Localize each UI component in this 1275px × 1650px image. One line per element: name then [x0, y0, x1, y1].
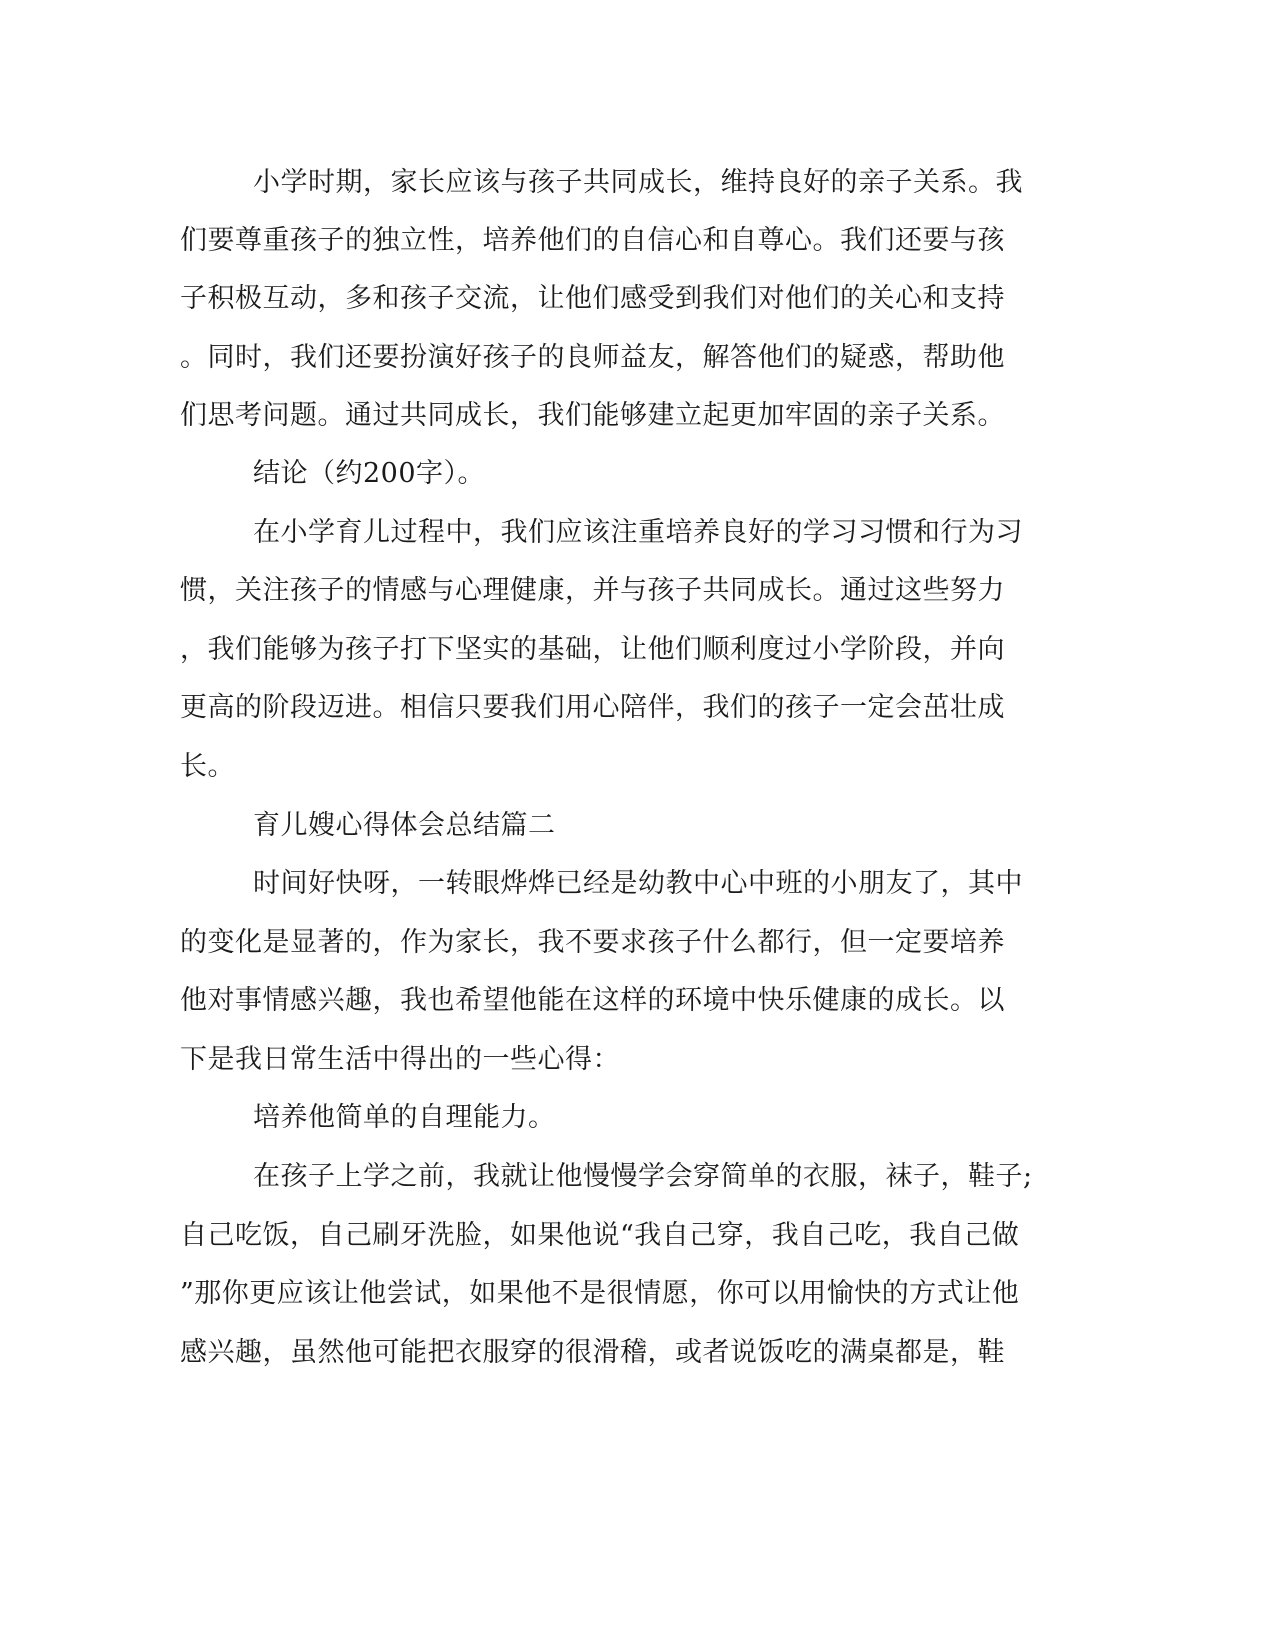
text-line: 的变化是显著的，作为家长，我不要求孩子什么都行，但一定要培养: [180, 927, 1005, 958]
text-line: 在小学育儿过程中，我们应该注重培养良好的学习习惯和行为习: [253, 517, 1023, 548]
section-heading: 育儿嫂心得体会总结篇二: [253, 810, 556, 841]
text-line: 自己吃饭，自己刷牙洗脸，如果他说“我自己穿，我自己吃，我自己做: [180, 1220, 1020, 1251]
text-line: ”那你更应该让他尝试，如果他不是很情愿，你可以用愉快的方式让他: [180, 1278, 1020, 1309]
text-line: 长。: [180, 751, 235, 782]
text-line: 时间好快呀，一转眼烨烨已经是幼教中心中班的小朋友了，其中: [253, 868, 1023, 899]
text-line: 下是我日常生活中得出的一些心得：: [180, 1044, 620, 1075]
text-line: ，我们能够为孩子打下坚实的基础，让他们顺利度过小学阶段，并向: [180, 634, 1005, 665]
text-line: 更高的阶段迈进。相信只要我们用心陪伴，我们的孩子一定会茁壮成: [180, 692, 1005, 723]
text-line: 惯，关注孩子的情感与心理健康，并与孩子共同成长。通过这些努力: [180, 575, 1005, 606]
section-heading: 结论（约200字）。: [253, 458, 486, 489]
text-line: 。同时，我们还要扮演好孩子的良师益友，解答他们的疑惑，帮助他: [180, 342, 1005, 373]
text-line: 们要尊重孩子的独立性，培养他们的自信心和自尊心。我们还要与孩: [180, 225, 1005, 256]
section-heading: 培养他简单的自理能力。: [253, 1102, 556, 1133]
text-line: 们思考问题。通过共同成长，我们能够建立起更加牢固的亲子关系。: [180, 400, 1005, 431]
text-line: 他对事情感兴趣，我也希望他能在这样的环境中快乐健康的成长。以: [180, 985, 1005, 1016]
text-line: 感兴趣，虽然他可能把衣服穿的很滑稽，或者说饭吃的满桌都是，鞋: [180, 1337, 1005, 1368]
text-line: 子积极互动，多和孩子交流，让他们感受到我们对他们的关心和支持: [180, 283, 1005, 314]
text-line: 小学时期，家长应该与孩子共同成长，维持良好的亲子关系。我: [253, 167, 1023, 198]
text-line: 在孩子上学之前，我就让他慢慢学会穿简单的衣服，袜子，鞋子;: [253, 1161, 1033, 1192]
